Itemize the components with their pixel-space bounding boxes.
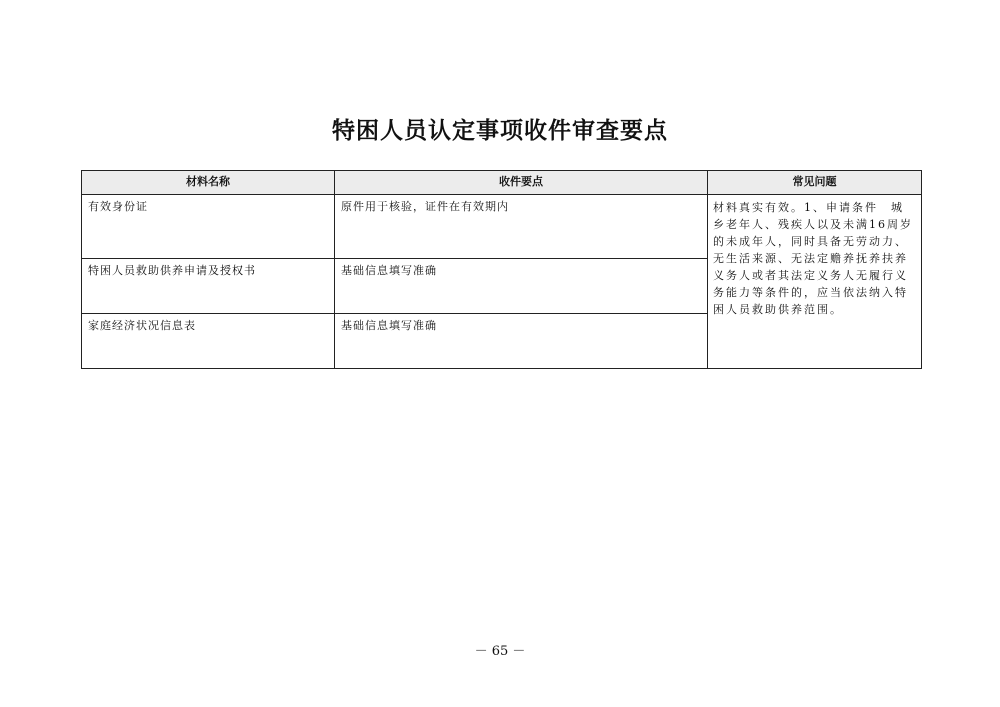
material-cell: 有效身份证 xyxy=(82,195,335,259)
issues-cell: 材料真实有效。1、申请条件 城乡老年人、残疾人以及未满16周岁的未成年人，同时具备无劳动力、无生活来源、无法定赡养抚养扶养义务人或者其法定义务人无履行义务能力等条件的，应当依法纳入特困人员救助供养范围。 xyxy=(708,195,922,369)
point-cell: 基础信息填写准确 xyxy=(335,314,708,369)
column-header-issues: 常见问题 xyxy=(708,171,922,195)
point-cell: 基础信息填写准确 xyxy=(335,259,708,314)
material-cell: 家庭经济状况信息表 xyxy=(82,314,335,369)
column-header-material: 材料名称 xyxy=(82,171,335,195)
point-cell: 原件用于核验，证件在有效期内 xyxy=(335,195,708,259)
material-cell: 特困人员救助供养申请及授权书 xyxy=(82,259,335,314)
page-title: 特困人员认定事项收件审查要点 xyxy=(332,117,668,144)
review-table xyxy=(81,170,922,369)
table-row xyxy=(82,195,922,259)
page-number: － 65 － xyxy=(474,644,526,659)
table-header-row xyxy=(82,171,922,195)
column-header-point: 收件要点 xyxy=(335,171,708,195)
